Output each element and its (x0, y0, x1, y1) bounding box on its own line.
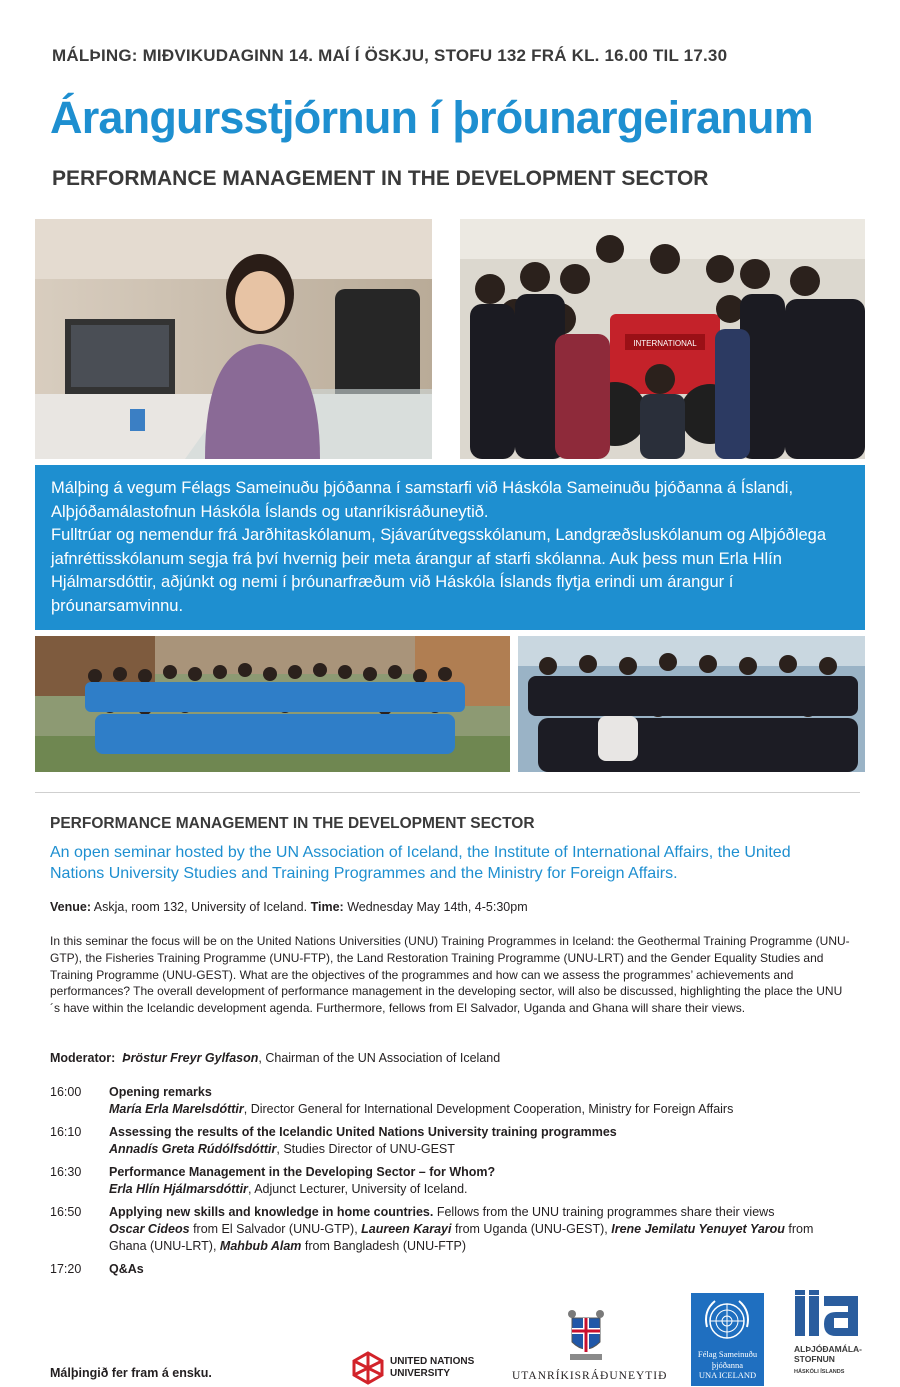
agenda-time: 16:00 (50, 1085, 82, 1099)
agenda-time: 16:10 (50, 1125, 82, 1139)
tractor-label: INTERNATIONAL (633, 339, 697, 348)
agenda-role: from Uganda (UNU-GEST), (451, 1222, 612, 1236)
event-kicker: MÁLÞING: MIÐVIKUDAGINN 14. MAÍ Í ÖSKJU, STOFU 132 FRÁ KL. 16.00 TIL 17.30 (52, 46, 728, 65)
agenda-role: , Studies Director of UNU-GEST (276, 1142, 455, 1156)
section-divider (35, 792, 860, 793)
un-emblem-icon (699, 1297, 755, 1347)
agenda-speaker: Laureen Karayi (361, 1222, 452, 1236)
english-heading: PERFORMANCE MANAGEMENT IN THE DEVELOPMENT SECTOR (50, 815, 535, 832)
english-body: In this seminar the focus will be on the United Nations Universities (UNU) Training Programmes in Iceland: the Geothermal Training Programme (UNU-GTP), the Fisheries Training Programme (UNU-FTP), the Land Restoration Training Programme (UNU-LRT) and the Gender Equality Studies and Training Programme (UNU-GEST). What are the objectives of the programmes and how can we assess the programmes’ achievements and performances? The overall development of performance management in the developing sector, will also be discussed, highlighting the place the UNU´s have within the Icelandic development agenda. Furthermore, fellows from El Salvador, Uganda and Ghana will share their views. (50, 934, 850, 1016)
agenda-role: , Director General for International Development Cooperation, Ministry for Foreign Affairs (243, 1102, 734, 1116)
page-title: Árangursstjórnun í þróunargeiranum (50, 92, 813, 143)
agenda-role: from El Salvador (UNU-GTP), (189, 1222, 362, 1236)
time-label: Time: (310, 900, 344, 914)
unu-emblem-icon (352, 1351, 384, 1385)
agenda-role: from Ghana (UNU-LRT), (109, 1222, 814, 1253)
moderator-label: Moderator: (50, 1051, 116, 1065)
agenda-title: Assessing the results of the Icelandic United Nations University training programmes (109, 1125, 617, 1139)
intro-paragraph-1: Málþing á vegum Félags Sameinuðu þjóðanna í samstarfi við Háskóla Sameinuðu þjóðanna á Íslandi, Alþjóðamálastofnun Háskóla Íslands og utanríkisráðuneytið. (51, 479, 794, 521)
unu-name-line2: UNIVERSITY (390, 1368, 451, 1379)
agenda-title: Performance Management in the Developing Sector – for Whom? (109, 1165, 496, 1179)
moderator-line (50, 1051, 500, 1065)
una-line3: UNA ICELAND (698, 1370, 757, 1380)
page-subtitle: PERFORMANCE MANAGEMENT IN THE DEVELOPMENT SECTOR (52, 167, 709, 190)
moderator-name: Þröstur Freyr Gylfason (122, 1051, 259, 1065)
agenda-speaker: Irene Jemilatu Yenuyet Yarou (611, 1222, 785, 1236)
unu-name-line1: UNITED NATIONS (390, 1356, 475, 1367)
language-note: Málþingið fer fram á ensku. (50, 1366, 212, 1380)
agenda-role: from Bangladesh (UNU-FTP) (301, 1239, 467, 1253)
agenda-speaker: Mahbub Alam (219, 1239, 302, 1253)
iia-line3: HÁSKÓLI ÍSLANDS (794, 1369, 845, 1375)
iia-logo (792, 1290, 872, 1386)
time-value: Wednesday May 14th, 4-5:30pm (347, 900, 528, 914)
agenda-title: Applying new skills and knowledge in home countries. (109, 1205, 434, 1219)
agenda-speaker: María Erla Marelsdóttir (109, 1102, 244, 1116)
moderator-role: , Chairman of the UN Association of Iceland (258, 1051, 501, 1065)
agenda-time: 17:20 (50, 1262, 82, 1276)
intro-paragraph-2: Fulltrúar og nemendur frá Jarðhitaskólanum, Sjávarútvegsskólanum, Landgræðsluskólanum og Alþjóðlega jafnréttisskólanum segja frá því hvernig þeir meta árangur af starfi skólanna. Auk þess mun Erla Hlín Hjálmarsdóttir, aðjúnkt og nemi í þróunarfræðum við Háskóla Íslands flytja erindi um árangur í þróunarsamvinnu. (51, 526, 827, 615)
photo-group-fellows (518, 636, 865, 772)
agenda-time: 16:30 (50, 1165, 82, 1179)
agenda-title: Opening remarks (109, 1085, 212, 1099)
agenda-role: , Adjunct Lecturer, University of Iceland. (247, 1182, 468, 1196)
photo-group-tractor (460, 219, 865, 459)
iia-line2: STOFNUN (794, 1354, 835, 1364)
una-iceland-logo (691, 1293, 764, 1386)
agenda-speaker: Oscar Cideos (109, 1222, 190, 1236)
agenda-item (50, 1261, 850, 1278)
agenda-item (50, 1164, 850, 1198)
intro-box-is (35, 465, 865, 630)
english-lead: An open seminar hosted by the UN Association of Iceland, the Institute of International Affairs, the United Nations University Studies and Training Programmes and the Ministry for Foreign Affairs. (50, 844, 791, 882)
venue-value: Askja, room 132, University of Iceland. (93, 900, 308, 914)
iia-mark-icon (792, 1290, 862, 1338)
venue-label: Venue: (50, 900, 91, 914)
ministry-logo (508, 1300, 668, 1386)
ministry-name: UTANRÍKISRÁÐUNEYTIÐ (512, 1370, 668, 1382)
agenda (50, 1084, 850, 1284)
coat-of-arms-icon (566, 1306, 606, 1362)
unu-logo (352, 1350, 492, 1386)
agenda-item (50, 1124, 850, 1158)
una-line1: Félag Sameinuðu (697, 1349, 758, 1359)
agenda-speaker: Annadís Greta Rúdólfsdóttir (109, 1142, 277, 1156)
photo-group-outdoors (35, 636, 510, 772)
agenda-time: 16:50 (50, 1205, 82, 1219)
venue-line (50, 900, 528, 914)
photo-woman-at-desk (35, 219, 432, 459)
iia-line1: ALÞJÓÐAMÁLA- (794, 1344, 862, 1354)
una-line2: þjóðanna (711, 1359, 744, 1370)
agenda-item (50, 1204, 850, 1255)
agenda-speaker: Erla Hlín Hjálmarsdóttir (109, 1182, 248, 1196)
agenda-title-tail: Fellows from the UNU training programmes share their views (433, 1205, 775, 1219)
agenda-title: Q&As (109, 1262, 144, 1276)
agenda-item (50, 1084, 850, 1118)
